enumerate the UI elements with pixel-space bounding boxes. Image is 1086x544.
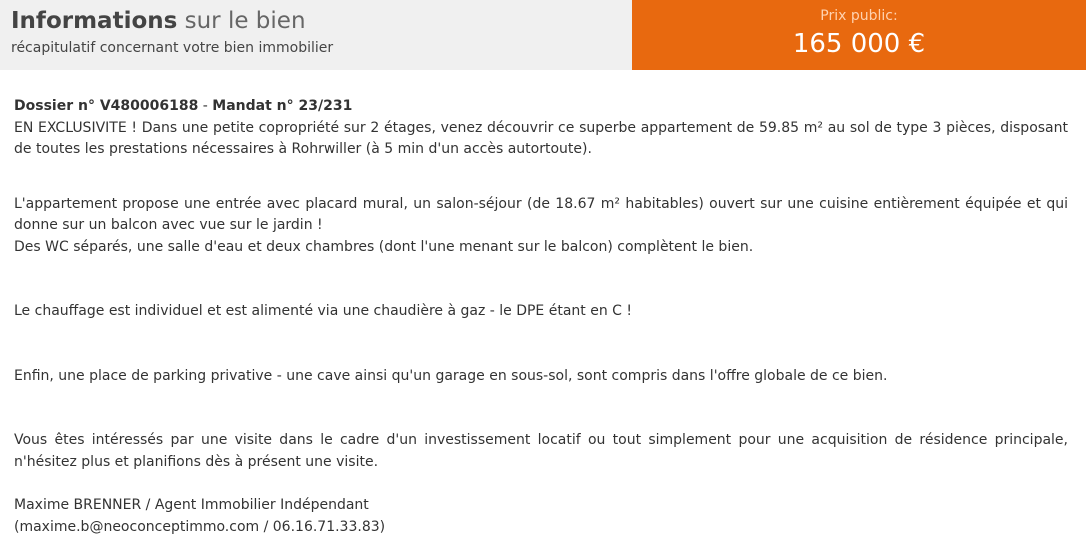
page-title-rest: sur le bien bbox=[177, 8, 306, 34]
reference-line bbox=[14, 96, 1068, 118]
dossier-number: Dossier n° V480006188 bbox=[14, 98, 199, 114]
description-paragraph-2: L'appartement propose une entrée avec placard mural, un salon-séjour (de 18.67 m² habitables) ouvert sur une cuisine entièrement équipée et qui donne sur un balcon avec vue sur le jardin ! bbox=[14, 195, 1068, 233]
price-box bbox=[632, 0, 1086, 70]
description-paragraph-4: Le chauffage est individuel et est alimenté via une chaudière à gaz - le DPE étant en C ! bbox=[14, 303, 632, 319]
agent-contact: (maxime.b@neoconceptimmo.com / 06.16.71.33.83) bbox=[14, 518, 386, 535]
description-paragraph-6: Vous êtes intéressés par une visite dans le cadre d'un investissement locatif ou tout simplement pour une acquisition de résidence principale, n'hésitez plus et planifions dès à présent une visite. bbox=[14, 432, 1068, 470]
agent-signature bbox=[14, 495, 1068, 538]
price-value: 165 000 € bbox=[792, 29, 926, 59]
description-paragraph-5: Enfin, une place de parking privative - une cave ainsi qu'un garage en sous-sol, sont compris dans l'offre globale de ce bien. bbox=[14, 367, 888, 384]
description-paragraph-1: EN EXCLUSIVITE ! Dans une petite copropriété sur 2 étages, venez découvrir ce superbe appartement de 59.85 m² au sol de type 3 pièces, disposant de toutes les prestations nécessaires à Rohrwiller (à 5 min d'un accès autortoute). bbox=[14, 119, 1068, 157]
price-label: Prix public: bbox=[820, 8, 898, 24]
page-title bbox=[11, 5, 306, 37]
page-title-strong: Informations bbox=[11, 8, 178, 34]
description-paragraph-3: Des WC séparés, une salle d'eau et deux chambres (dont l'une menant sur le balcon) complètent le bien. bbox=[14, 238, 754, 255]
property-description bbox=[14, 96, 1068, 538]
agent-name: Maxime BRENNER / Agent Immobilier Indépendant bbox=[14, 497, 369, 513]
page-subtitle: récapitulatif concernant votre bien immobilier bbox=[11, 40, 334, 56]
mandat-number: Mandat n° 23/231 bbox=[212, 98, 353, 114]
reference-separator: - bbox=[198, 98, 213, 114]
info-header bbox=[0, 0, 632, 70]
